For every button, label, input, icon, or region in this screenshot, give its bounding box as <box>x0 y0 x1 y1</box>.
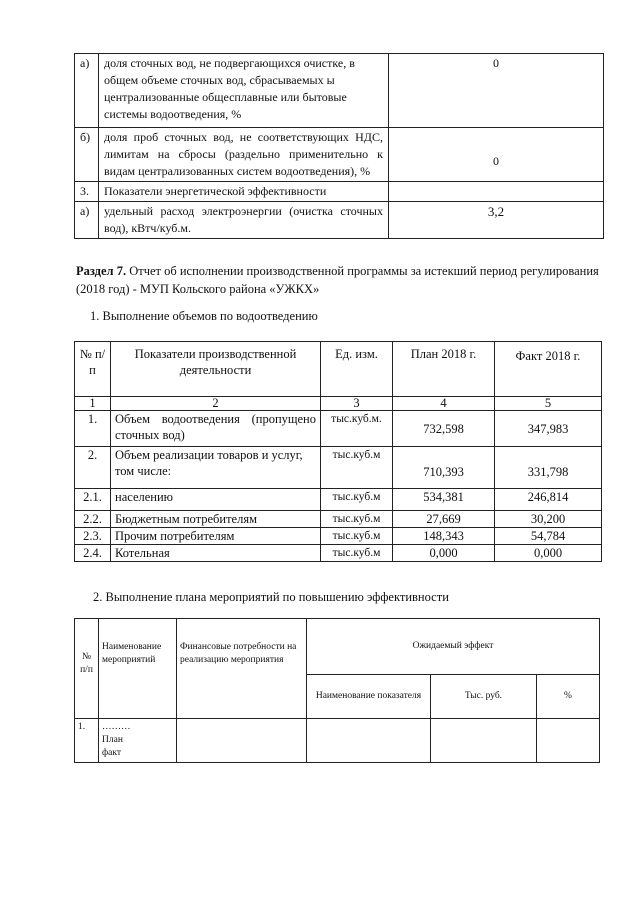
indicator-value: 3,2 <box>389 202 604 239</box>
indicator-value: 0 <box>389 128 604 182</box>
table-row <box>75 182 604 202</box>
row-unit: тыс.куб.м <box>321 545 393 562</box>
subsection-title: 1. Выполнение объемов по водоотведению <box>90 309 318 323</box>
col-header-pct: % <box>537 675 600 719</box>
row-name: Бюджетным потребителям <box>111 511 321 528</box>
row-number: 2.3. <box>75 528 111 545</box>
col-number: 4 <box>393 397 495 411</box>
row-number: 2.2. <box>75 511 111 528</box>
row-number: 2.1. <box>75 489 111 511</box>
table-row <box>75 411 602 447</box>
section-text: Отчет об исполнении производственной программы за истекший период регулирования (2018 год) - МУП Кольского района «УЖКХ» <box>76 264 599 296</box>
indicators-table <box>74 53 604 239</box>
col-header-fact: Факт 2018 г. <box>495 342 602 397</box>
row-indicator <box>307 719 431 763</box>
row-number: 1. <box>75 411 111 447</box>
row-pct <box>537 719 600 763</box>
header-row <box>75 342 602 397</box>
row-plan: 732,598 <box>393 411 495 447</box>
col-number: 2 <box>111 397 321 411</box>
row-plan: 710,393 <box>393 447 495 489</box>
column-numbers-row <box>75 397 602 411</box>
row-unit: тыс.куб.м <box>321 489 393 511</box>
col-header-effect: Ожидаемый эффект <box>307 619 600 675</box>
col-header-name: Наименование мероприятий <box>99 619 177 719</box>
row-fact: 347,983 <box>495 411 602 447</box>
row-fact: 54,784 <box>495 528 602 545</box>
row-number: а) <box>75 54 99 128</box>
row-dots: ……… <box>102 722 131 732</box>
row-number: а) <box>75 202 99 239</box>
row-name: населению <box>111 489 321 511</box>
col-header-num: № п/п <box>75 342 111 397</box>
row-name: Объем реализации товаров и услуг, том числе: <box>111 447 321 489</box>
indicator-value: 0 <box>389 54 604 128</box>
table-row <box>75 202 604 239</box>
row-name: Прочим потребителям <box>111 528 321 545</box>
table-row <box>75 489 602 511</box>
header-row <box>75 619 600 675</box>
table-row <box>75 447 602 489</box>
row-number: б) <box>75 128 99 182</box>
row-number: 2. <box>75 447 111 489</box>
col-header-rub: Тыс. руб. <box>431 675 537 719</box>
row-plan: 148,343 <box>393 528 495 545</box>
row-fact: 30,200 <box>495 511 602 528</box>
section-heading <box>76 262 606 298</box>
col-header-finance: Финансовые потребности на реализацию мероприятия <box>177 619 307 719</box>
row-unit: тыс.куб.м <box>321 528 393 545</box>
row-unit: тыс.куб.м <box>321 511 393 528</box>
col-number: 5 <box>495 397 602 411</box>
indicator-name: доля проб сточных вод, не соответствующих НДС, лимитам на сбросы (раздельно применительно к видам централизованных систем водоотведения), % <box>99 128 389 182</box>
row-fact: 246,814 <box>495 489 602 511</box>
col-header-indicator: Показатели производственной деятельности <box>111 342 321 397</box>
col-number: 3 <box>321 397 393 411</box>
table-row <box>75 545 602 562</box>
row-rub <box>431 719 537 763</box>
table-row <box>75 54 604 128</box>
indicator-name: доля сточных вод, не подвергающихся очистке, в общем объеме сточных вод, сбрасываемых ы централизованные общесплавные или бытовые системы водоотведения, % <box>99 54 389 128</box>
table-row <box>75 128 604 182</box>
row-plan: 0,000 <box>393 545 495 562</box>
col-header-unit: Ед. изм. <box>321 342 393 397</box>
row-plan-label: План <box>102 735 123 745</box>
row-name: Котельная <box>111 545 321 562</box>
row-number: 1. <box>75 719 99 763</box>
row-name: Объем водоотведения (пропущено сточных вод) <box>111 411 321 447</box>
row-number: 3. <box>75 182 99 202</box>
row-plan: 27,669 <box>393 511 495 528</box>
row-number: 2.4. <box>75 545 111 562</box>
volumes-table <box>74 341 602 562</box>
subsection-title: 2. Выполнение плана мероприятий по повышению эффективности <box>93 590 449 604</box>
row-fact-label: факт <box>102 748 122 758</box>
row-unit: тыс.куб.м <box>321 447 393 489</box>
row-finance <box>177 719 307 763</box>
table-row <box>75 511 602 528</box>
indicator-name: Показатели энергетической эффективности <box>99 182 389 202</box>
row-name <box>99 719 177 763</box>
measures-table <box>74 618 600 763</box>
section-title: Раздел 7. <box>76 264 127 278</box>
col-header-num: № п/п <box>75 619 99 719</box>
row-unit: тыс.куб.м. <box>321 411 393 447</box>
row-fact: 0,000 <box>495 545 602 562</box>
col-header-indicator: Наименование показателя <box>307 675 431 719</box>
table-row <box>75 528 602 545</box>
row-plan: 534,381 <box>393 489 495 511</box>
col-header-plan: План 2018 г. <box>393 342 495 397</box>
table-row <box>75 719 600 763</box>
col-number: 1 <box>75 397 111 411</box>
indicator-name: удельный расход электроэнергии (очистка сточных вод), кВтч/куб.м. <box>99 202 389 239</box>
indicator-value <box>389 182 604 202</box>
row-fact: 331,798 <box>495 447 602 489</box>
